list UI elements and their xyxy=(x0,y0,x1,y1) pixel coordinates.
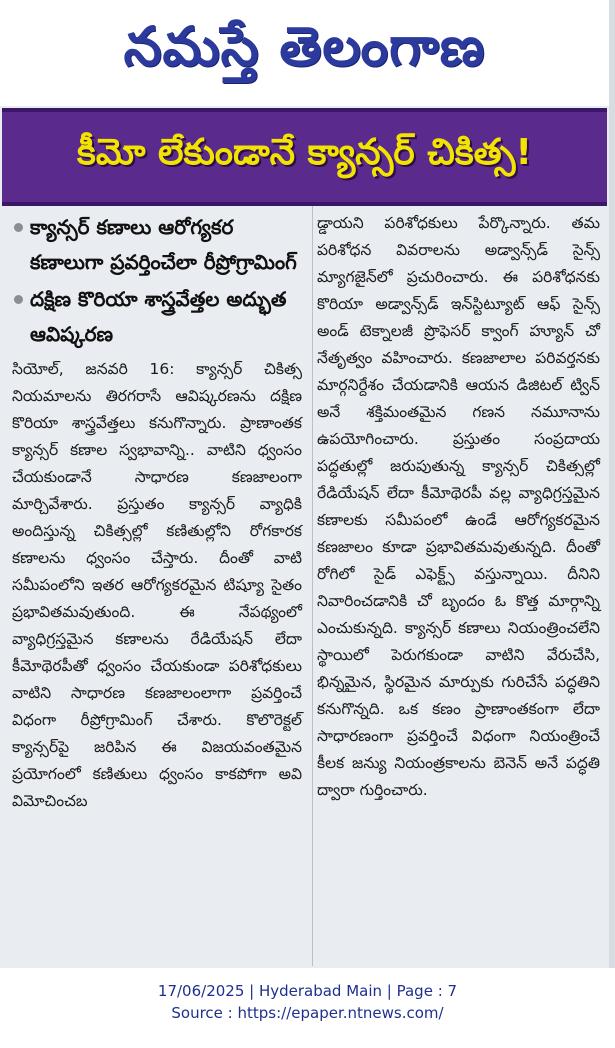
headline-banner xyxy=(2,108,607,206)
article-body-left: సియోల్, జనవరి 16: క్యాన్సర్ చికిత్స నియమాలను తిరగరాసే ఆవిష్కరణను దక్షిణ కొరియా శాస్త్రవేత్తలు కనుగొన్నారు. ప్రాణాంతక క్యాన్సర్ కణాల స్వభావాన్ని.. వాటిని ధ్వంసం చేయకుండానే సాధారణ కణజాలంగా మార్చివేశారు. ప్రస్తుతం క్యాన్సర్ వ్యాధికి అందిస్తున్న చికిత్సల్లో కణితుల్లోని రోగకారక కణాలను ధ్వంసం చేస్తారు. దీంతో వాటి సమీపంలోని ఇతర ఆరోగ్యకరమైన టిష్యూ సైతం ప్రభావితమవుతుంది. ఈ నేపథ్యంలో వ్యాధిగ్రస్తమైన కణాలను రేడియేషన్ లేదా కీమోథెరపీతో ధ్వంసం చేయకుండా పరిశోధకులు వాటిని సాధారణ కణజాలంలాగా ప్రవర్తించే విధంగా రీప్రోగ్రామింగ్ చేశారు. కొలొరెక్టల్ క్యాన్సర్‌పై జరిపిన ఈ విజయవంతమైన ప్రయోగంలో కణితులు ధ్వంసం కాకపోగా అవి విమోచించబ xyxy=(12,360,302,810)
highlight-bullet xyxy=(12,282,302,352)
headline-text: కీమో లేకుండానే క్యాన్సర్ చికిత్స! xyxy=(77,132,532,173)
bullet-dot-icon xyxy=(14,223,23,232)
bullet-text: దక్షిణ కొరియా శాస్త్రవేత్తల అద్భుత ఆవిష్కరణ xyxy=(30,287,287,346)
highlight-bullet xyxy=(12,210,302,280)
article-body-right: డ్డాయని పరిశోధకులు పేర్కొన్నారు. తమ పరిశోధన వివరాలను అడ్వాన్స్‌డ్ సైన్స్ మ్యాగజైన్‌లో ప్రచురించారు. ఈ పరిశోధనకు కొరియా అడ్వాన్స్‌డ్ ఇన్‌స్టిట్యూట్ ఆఫ్ సైన్స్ అండ్ టెక్నాలజీ ప్రొఫెసర్ క్వాంగ్ హ్యూన్ చో నేతృత్వం వహించారు. కణజాలాల పరివర్తనకు మార్గనిర్దేశం చేయడానికి ఆయన డిజిటల్ ట్విన్ అనే శక్తిమంతమైన గణన నమూనాను ఉపయోగించారు. ప్రస్తుతం సంప్రదాయ పద్ధతుల్లో జరుపుతున్న క్యాన్సర్ చికిత్సల్లో రేడియేషన్ లేదా కీమోథెరపీ వల్ల వ్యాధిగ్రస్తమైన కణాలకు సమీపంలో ఉండే ఆరోగ్యకరమైన కణజాలం కూడా ప్రభావితమవుతున్నది. దీంతో రోగిలో సైడ్ ఎఫెక్ట్స్ వస్తున్నాయి. దీనిని నివారించడానికి చో బృందం ఓ కొత్త మార్గాన్ని ఎంచుకున్నది. క్యాన్సర్ కణాలు నియంత్రించలేని స్థాయిలో పెరుగకుండా వాటిని వేరుచేసి, భిన్నమైన, స్థిరమైన మార్పుకు గురిచేసే పద్ధతిని కనుగొన్నది. ఒక కణం ప్రాణాంతకంగా లేదా సాధారణంగా ప్రవర్తించే విధంగా నియంత్రించే కీలక జన్యు నియంత్రకాలను బెనెన్ అనే పద్ధతి ద్వారా గుర్తించారు. xyxy=(317,214,600,799)
page-footer xyxy=(0,980,615,1024)
bullet-dot-icon xyxy=(14,295,23,304)
bullet-text: క్యాన్సర్ కణాలు ఆరోగ్యకర కణాలుగా ప్రవర్తించేలా రీప్రోగ్రామింగ్ xyxy=(30,215,297,274)
masthead-title: నమస్తే తెలంగాణ xyxy=(123,14,486,78)
article-column-right xyxy=(312,206,604,966)
highlight-bullets xyxy=(12,210,302,352)
source-info: Source : https://epaper.ntnews.com/ xyxy=(171,1004,444,1022)
article-column-left xyxy=(10,206,306,966)
edition-info: 17/06/2025 | Hyderabad Main | Page : 7 xyxy=(157,982,458,1000)
masthead xyxy=(0,0,609,106)
